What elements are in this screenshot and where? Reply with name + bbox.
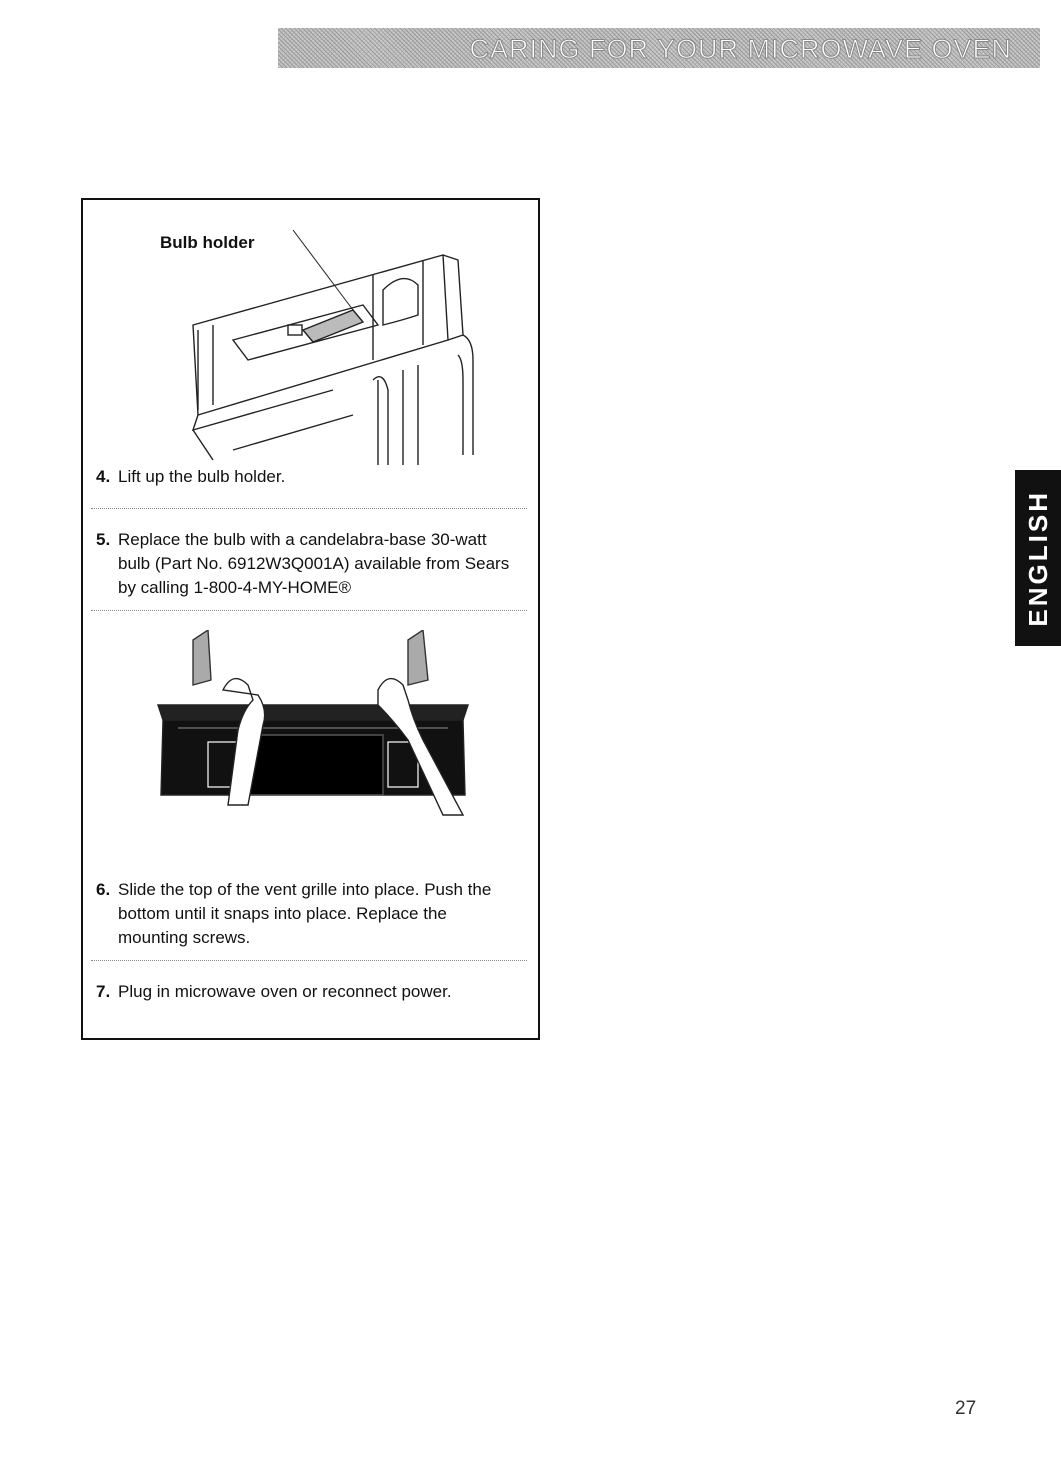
section-title: CARING FOR YOUR MICROWAVE OVEN — [469, 34, 1012, 64]
step-5 — [96, 528, 526, 600]
language-tab-label: ENGLISH — [1022, 489, 1053, 627]
language-tab — [1015, 470, 1061, 646]
step-number: 6. — [96, 880, 111, 899]
step-7 — [96, 980, 526, 1004]
bulb-holder-callout: Bulb holder — [160, 233, 255, 252]
bulb-holder-illustration — [173, 230, 483, 470]
step-6 — [96, 878, 526, 950]
step-number: 5. — [96, 530, 111, 549]
page-number: 27 — [955, 1398, 977, 1419]
vent-grille-illustration — [153, 630, 473, 830]
divider — [91, 610, 527, 611]
step-text: Plug in microwave oven or reconnect power. — [118, 982, 452, 1001]
step-number: 4. — [96, 467, 111, 486]
section-header-band — [278, 28, 1040, 68]
divider — [91, 508, 527, 509]
instruction-panel — [81, 198, 540, 1040]
step-number: 7. — [96, 982, 111, 1001]
step-text: Lift up the bulb holder. — [118, 467, 286, 486]
step-text: Slide the top of the vent grille into place. Push the bottom until it snaps into place. Replace the mounting screws. — [118, 880, 492, 947]
step-4 — [96, 465, 526, 489]
divider — [91, 960, 527, 961]
step-text: Replace the bulb with a candelabra-base 30-watt bulb (Part No. 6912W3Q001A) available from Sears by calling 1-800-4-MY-HOME® — [118, 530, 510, 597]
